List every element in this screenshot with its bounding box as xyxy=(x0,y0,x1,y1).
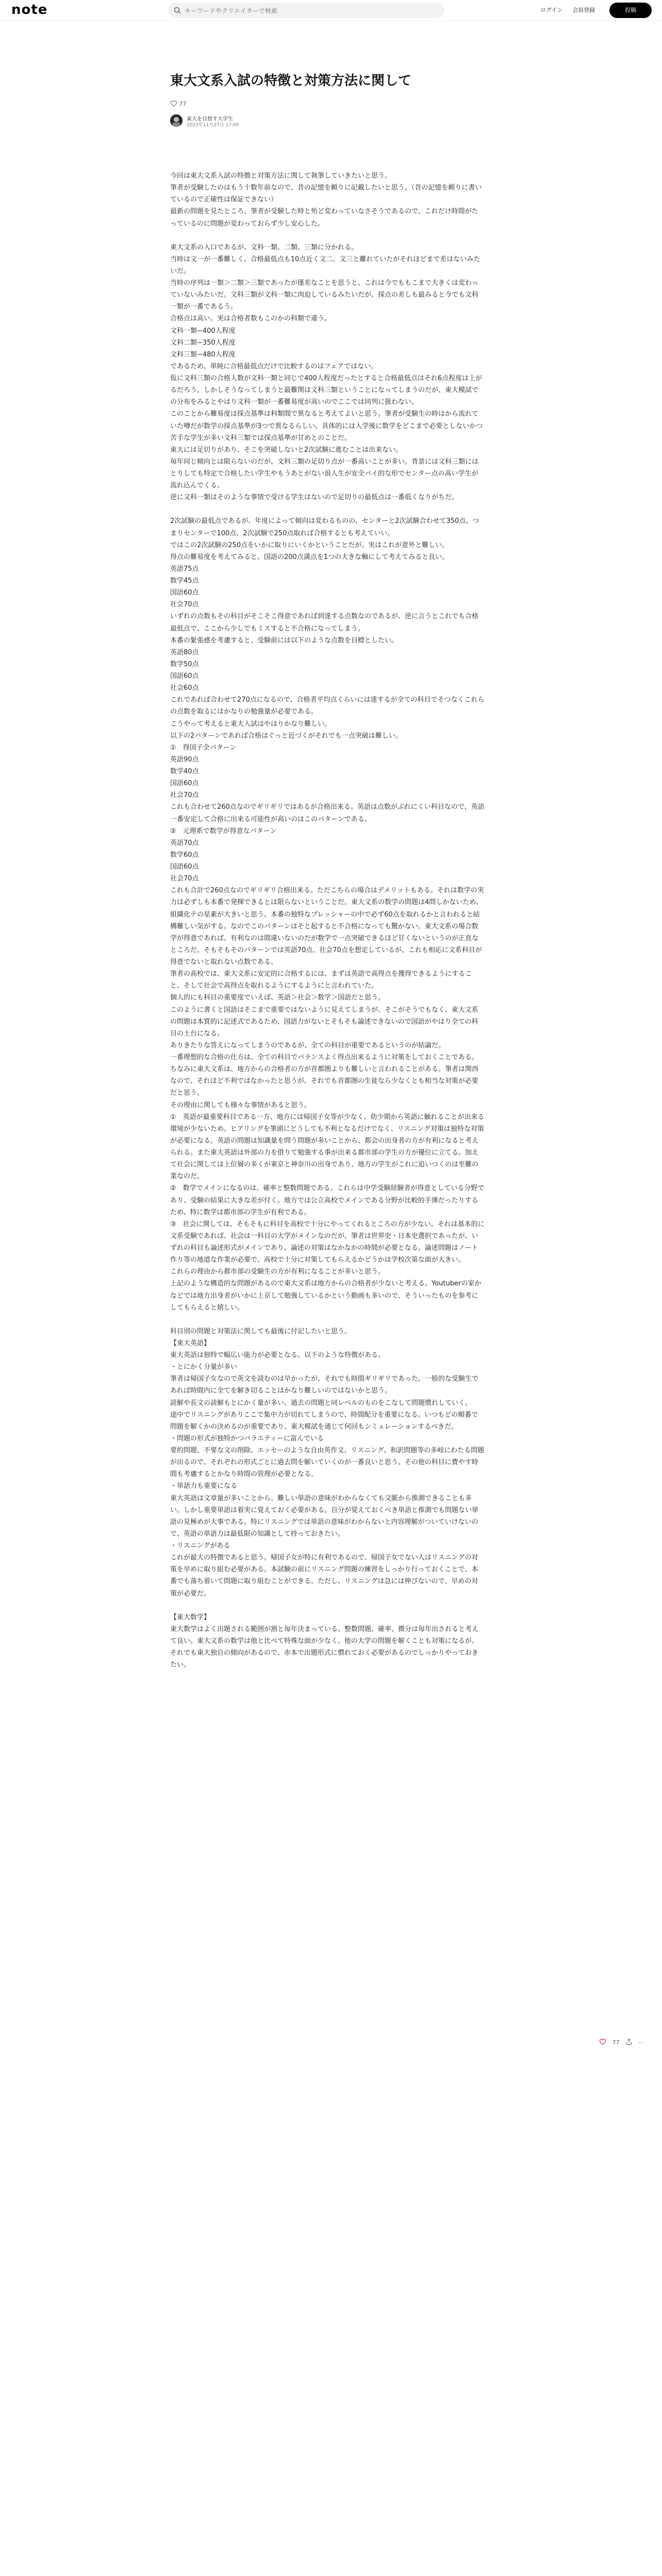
paragraph: 当時は文一が一番難しく、合格最低点も10点近く文二、文三と離れていたがそれほどまで差はないみたいだ。 xyxy=(170,255,481,275)
share-icon xyxy=(625,2038,633,2045)
paragraph: ・とにかく分量が多い xyxy=(170,1363,238,1371)
paragraph: これであれば合わせて270点になるので、合格者平均点くらいには達するが全ての科目でそつなくこれらの点数を取るにはかなりの勉強量が必要である。 xyxy=(170,696,485,716)
more-button[interactable]: ⋯ xyxy=(638,2039,644,2046)
paragraph: 筆者が受験したのはもう十数年前なので、昔の記憶を頼りに記載したいと思う。（昔の記憶を頼りに書いているので正確性は保証できない） xyxy=(170,184,482,204)
paragraph: 数学40点 xyxy=(170,768,199,775)
paragraph: ではこの2次試験の250点をいかに取りにいくかということだが、実はこれが意外と難しい。 xyxy=(170,541,449,549)
paragraph xyxy=(170,1314,485,1326)
paragraph: 【東大英語】 xyxy=(170,1339,211,1347)
paragraph: これも合計で260点なのでギリギリ合格出来る。ただこちらの場合はデメリットもある。それは数学の実力は必ずしも本番で発揮できるとは限らないということだ。東大文系の数学の問題は4問しかないため、組織化テの星素が大きいと思う。本番の独特なプレッシャーの中で必ず60点を取れるかと言われると結構難しい気がする。なのでこのパターンはそと起すると不合格になっても驚かない。東大文系の場合数学が得意であれば、有利なのは間違いないのだが数学で一点突破できるほど甘くないというのが正直なところだ。そもそもそのパターンでは英語70点、社会70点を想定しているが、これも相応に文系科目が得意でないと取れない点数である。 xyxy=(170,887,484,966)
site-header xyxy=(0,0,662,21)
avatar[interactable] xyxy=(170,114,183,127)
paragraph: 東大文系の入口であるが、文科一類、二類、三類に分かれる。 xyxy=(170,243,358,251)
paragraph: 国語60点 xyxy=(170,863,199,871)
paragraph: 文科一類−400人程度 xyxy=(170,327,236,335)
paragraph: 上記のような構造的な問題があるので東大文系は地方からの合格者が少ないと考える。Youtuberの家かなどでは地方出身者がいかに上京して勉強しているかという動画も多いので、そういったものを参考にしてもらえると嬉しい。 xyxy=(170,1280,482,1312)
paragraph: 筆者は帰国子女なので英文を読むのは早かったが、それでも時間ギリギリであった。一般的な受験生であれば時間内に全てを解き切ることはかなり難しいのではないかと思う。 xyxy=(170,1375,478,1395)
paragraph: 数学45点 xyxy=(170,577,199,585)
paragraph: ① 得国子全パターン xyxy=(170,743,237,752)
paragraph: その理由に関しても様々な事情があると思う。 xyxy=(170,1101,311,1109)
paragraph: 社会70点 xyxy=(170,601,199,609)
like-button[interactable] xyxy=(599,2038,606,2047)
paragraph: 東大英語は独特で幅広い能力が必要となる。以下のような特徴がある。 xyxy=(170,1351,385,1359)
like-count-row[interactable] xyxy=(170,100,187,107)
paragraph: ② 元理系で数学が得意なパターン xyxy=(170,827,277,835)
paragraph xyxy=(170,503,485,515)
paragraph: 本番の緊張感を考慮すると、受験前には以下のような点数を目標としたい。 xyxy=(170,636,399,645)
paragraph: 英語80点 xyxy=(170,648,199,656)
paragraph: 東大数学はよく出題される範囲が割と毎年決まっている。整数問題、確率、微分は毎年出されると考えて良い。東大文系の数学は他と比べて特殊な面が少なく、他の大学の問題を解くことも対策になるが、それでも東大独自の傾向があるので、赤本で出題形式に慣れておく必要があるのでしっかりやっておきたい。 xyxy=(170,1625,479,1669)
paragraph: 2次試験の最低点であるが、年度によって傾向は変わるものの、センターと2次試験合わせて350点、つまりセンターで100点、2次試験で250点取れば合格するとも考えていい。 xyxy=(170,517,479,537)
search-input[interactable] xyxy=(184,3,438,19)
paragraph xyxy=(170,1600,485,1612)
paragraph: こうやって考えると東大入試はやはりかなり難しい。 xyxy=(170,720,332,728)
paragraph: 仮に文科三類の合格人数が文科一類と同じで400人程度だったとすると合格最低点はそれ6点程度は上がるだろう。しかしそうなってしまうと最難関は文科三類ということになってしまうのだが、東大模試での分布をみるとやはり文科一類が一番難易度が高いのでここでは同列に扱わない。 xyxy=(170,375,483,406)
note-logo[interactable]: note xyxy=(11,2,48,18)
paragraph: 東大英語は文章量が多いことから、難しい単語の意味がわからなくても文脈から推測できることも多い。しかし重要単語は着実に覚えておく必要がある。自分が覚えておくべき単語と推測でも問題ない単語の見極めが大事である。特にリスニングでは単語の意味がわからないと内容理解がついていけないので、英語の単語力は最低限の知識として持っておきたい。 xyxy=(170,1494,479,1538)
paragraph: 英語90点 xyxy=(170,755,199,764)
paragraph: 文科二類−350人程度 xyxy=(170,338,236,347)
search-box[interactable] xyxy=(168,3,444,18)
login-link[interactable]: ログイン xyxy=(540,7,563,13)
paragraph: 当時の序列は一類＞二類＞三類であったが僅差なことを思うと、これは今でももこまで大きくは変わっていないみたいだ。文科三類が文科一類に肉迫しているみたいだが、採点の差しも最みると今でも文科一類が一番であるう。 xyxy=(170,279,479,311)
paragraph: 逆に文科一類はそのような事情で受ける学生はないので足切りの最低点は一番低くなりがちだ。 xyxy=(170,494,459,502)
paragraph: これも合わせて260点なのでギリギリではあるが合格出来る。英語は点数がぶれにくい科目なので、英語一番安定して合格に出来る可能性が高いのはこのパターンである。 xyxy=(170,803,485,823)
paragraph: 途中でリスニングがありここで集中力が切れてしまうので、時間配分を重要になる。いつもどの順番で問題を解くかの決めるのが重要であり、東大模試を通じて何回もシミュレーションするべきだ。 xyxy=(170,1411,478,1431)
paragraph: いずれの点数もその科目がそこそこ得意であれば到達する点数なのであるが、逆に言うとこれでも合格最低点で、ここから少しでもミスすると不合格になってしまう。 xyxy=(170,613,479,633)
paragraph: 得点の難易度を考えてみると、国語の200点満点を1つの大きな軸にして考えてみると良い。 xyxy=(170,553,449,561)
post-button[interactable]: 投稿 xyxy=(609,3,652,18)
paragraph: 数学60点 xyxy=(170,851,199,859)
paragraph: ① 英語が最重要科目である一方、地方には帰国子女等が少なく、幼少期から英語に触れることが出来る環境が少ないため。ヒアリングを筆頭にどうしても不利となるだけでなく、リスニング対策は独特な対策が必要になる。英語の問題は知識量を問う問題が多いことから、都会の出身者の方が有利になると考えられる。また東大英語は外部の力を借りて勉強する事が出来る都市部の学生の方が優位に立てる。加えて社会に関しては上位層の多くが東京と神奈川の出身であり、地方の学生がこれに追いつくのは至難の業なのだ。 xyxy=(170,1113,485,1181)
signup-link[interactable]: 会員登録 xyxy=(572,7,595,13)
paragraph: 合格点は高い。実は合格者数もこのかの科類で違う。 xyxy=(170,315,332,323)
paragraph: 毎年同じ傾向とは限らないのだが、文科三類の足切り点が一番高いことが多い。背景には文科三類にはとりしても特定で合格したい学生やもうあとがない浪人生が安全パイ的な形でセンター点の高い学生が流れ込んでくる。 xyxy=(170,457,479,490)
search-icon xyxy=(173,6,181,14)
paragraph: 社会60点 xyxy=(170,684,199,692)
paragraph: 国語60点 xyxy=(170,672,199,680)
paragraph: 英語75点 xyxy=(170,565,199,573)
paragraph: このように書くと国語はそこまで重要ではないように見えてしまうが、そこがそうでもなく、東大文系の問題は本質的に記述式であるため、国語力がないとそもそも論述できないので国語がやはり全ての科目の土台になる。 xyxy=(170,1006,478,1038)
paragraph: 今回は東大文系入試の特徴と対策方法に関して執筆していきたいと思う。 xyxy=(170,172,392,180)
paragraph: 【東大数学】 xyxy=(170,1613,211,1621)
avatar-image-icon xyxy=(170,114,183,127)
paragraph: ・問題の形式が独特かつバラエティーに富んでいる xyxy=(170,1434,324,1443)
paragraph: 国語60点 xyxy=(170,779,199,788)
article-title: 東大文系入試の特徴と対策方法に関して xyxy=(170,73,412,89)
paragraph: 国語60点 xyxy=(170,589,199,597)
paragraph: 文科三類−480人程度 xyxy=(170,350,236,359)
paragraph: 社会70点 xyxy=(170,791,199,800)
paragraph: これが最大の特徴であると思う。帰国子女が特に有利であるので、帰国子女でない人はリスニングの対策を早めに取り組む必要がある。本試験の前にリスニング問題の練習をしっかり行っておくことで、本番でも落ち着いて問題に取り組むことができる。ただし、リスニングは急には伸びないので、早めの対策が必要だ。 xyxy=(170,1554,478,1598)
heart-icon xyxy=(599,2038,606,2045)
like-count: 77 xyxy=(179,100,187,107)
paragraph: 英語70点 xyxy=(170,839,199,847)
floating-actions[interactable] xyxy=(599,2038,649,2048)
paragraph: これらの理由から都市部の受験生の方が有利になることが多いと思う。 xyxy=(170,1268,385,1276)
paragraph: ・単語力も重要になる xyxy=(170,1482,238,1490)
paragraph: 要約問題、不要な文の削除、エッセーのような自由英作文、リスニング、和訳問題等の多岐にわたる問題が出るので、それぞれの形式ごとに過去問を解いていくのが一番良いと思う。その他の科目に費やす時間も考慮するとかなり時間の管理が必要となる。 xyxy=(170,1447,485,1479)
share-button[interactable] xyxy=(625,2038,633,2047)
paragraph: 社会70点 xyxy=(170,875,199,883)
paragraph: 最新の問題を見たところ、筆者が受験した時と殆ど変わっていなさそうであるので、これだけ時間がたっているのに問題が変わっておらず少し安心した。 xyxy=(170,208,478,228)
paragraph: 数学50点 xyxy=(170,660,199,668)
author-name[interactable]: 東大を目指す大学生 xyxy=(187,116,233,122)
paragraph: 東大には足切りがあり、そこを突破しないと2次試験に進むことは出来ない。 xyxy=(170,446,403,454)
paragraph: ・リスニングがある xyxy=(170,1542,230,1550)
article-body xyxy=(170,170,485,1671)
paragraph: 個人的にも科目の重要度でいえば、英語＞社会＞数学＞国語だと思う。 xyxy=(170,994,385,1002)
paragraph: ありきたりな答えになってしまうのであるが、全ての科目が重要であるというのが結論だ。 xyxy=(170,1041,445,1049)
paragraph: ちなみに東大文系は、地方からの合格者の方が首都圏よりも難しいと言われることがある。筆者は関西なので、それほど不利ではなかったと思うが、それでも首都圏の生徒なら少なくとも相当な対策が必要だと思う。 xyxy=(170,1065,479,1097)
paragraph: であるため、単純に合格最低点だけで比較するのはフェアではない。 xyxy=(170,362,378,370)
paragraph: このことから難易度は採点基準は科類間で異なると考えてよいと思う。筆者が受験生の時はから流れていた噂だが数学の採点基準が3つで異なるらしい。具体的には入学後に数学をどこまで必要としないかつ苦手な学生が多い文科三類では採点基準が甘めとのことだ。 xyxy=(170,410,483,442)
floating-like-count: 77 xyxy=(612,2039,620,2046)
paragraph: 読解や長文の読解もとにかく量が多い。過去の問題と同レベルのものをこなして問題慣れしていく。 xyxy=(170,1399,472,1407)
paragraph: 以下の2パターンであれば合格はぐっと近づくがそれでも一点突破は難しい。 xyxy=(170,732,402,740)
post-date: 2023年11月27日 17:00 xyxy=(187,123,239,128)
paragraph: 一番理想的な合格の仕方は、全ての科目でバランスよく得点出来るように対策をしておくことである。 xyxy=(170,1054,478,1061)
paragraph xyxy=(170,230,485,242)
paragraph: ② 数学でメインになるのは、確率と整数問題である。これらは中学受験経験者が得意としている分野であり、受験の結果に大きな差が付く。地方では公立高校でメインである分野が比較的手薄だったりするため、特に数学は都市部の学生が有利である。 xyxy=(170,1184,485,1216)
heart-icon[interactable] xyxy=(170,100,177,107)
paragraph: 科目別の問題と対策法に関しても最後に付記したいと思う。 xyxy=(170,1327,352,1335)
paragraph: 筆者の高校では、東大文系に安定的に合格するには、まずは英語で高得点を獲得できるようにすること、そして社会で高得点を取れるようにするようにと言われていた。 xyxy=(170,970,472,990)
paragraph: ③ 社会に関しては、そもそもに科目を高校で十分にやってくれるところの方が少ない。それは基本的に文系受験であれば、社会は一科目の大学がメインなのだが、筆者は世界史・日本史選択であったが、いずれの科目も論述形式がメインであり、論述の対策はなかなかの時間が必要となる。論述問題はノート作り等の地道な作業が必要で、高校で十分に対策してもらえるかどうかは学校次第な面が大きい。 xyxy=(170,1220,485,1264)
